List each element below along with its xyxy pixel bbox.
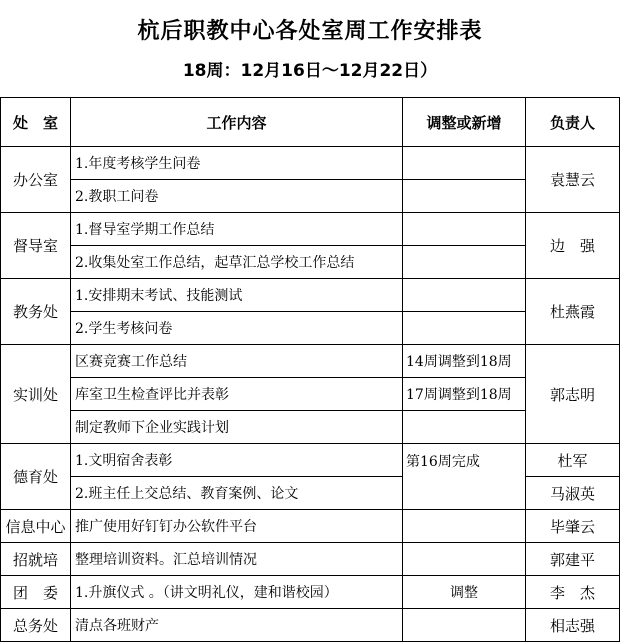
table-row [1,576,620,609]
adjust-cell [403,411,526,444]
table-row [1,510,620,543]
header-dept: 处 室 [1,98,71,147]
adjust-cell [403,510,526,543]
adjust-cell: 14周调整到18周 [403,345,526,378]
owner-cell: 毕肇云 [526,510,620,543]
adjust-cell [403,180,526,213]
table-row [1,477,620,510]
header-adjust: 调整或新增 [403,98,526,147]
task-cell: 1.年度考核学生问卷 [71,147,403,180]
dept-cell: 实训处 [1,345,71,444]
adjust-cell: 17周调整到18周 [403,378,526,411]
task-cell: 2.班主任上交总结、教育案例、论文 [71,477,403,510]
adjust-cell: 调整 [403,576,526,609]
task-cell: 整理培训资料。汇总培训情况 [71,543,403,576]
dept-cell: 总务处 [1,609,71,642]
task-cell: 1.安排期末考试、技能测试 [71,279,403,312]
adjust-cell [403,213,526,246]
adjust-cell [403,312,526,345]
adjust-cell [403,147,526,180]
owner-cell: 李 杰 [526,576,620,609]
task-cell: 制定教师下企业实践计划 [71,411,403,444]
task-cell: 区赛竞赛工作总结 [71,345,403,378]
adjust-cell: 第16周完成 [403,444,526,510]
dept-cell: 信息中心 [1,510,71,543]
dept-cell: 德育处 [1,444,71,510]
task-cell: 库室卫生检查评比并表彰 [71,378,403,411]
table-row [1,609,620,642]
task-cell: 推广使用好钉钉办公软件平台 [71,510,403,543]
owner-cell: 边 强 [526,213,620,279]
dept-cell: 团 委 [1,576,71,609]
week-range-subtitle: 18周：12月16日～12月22日） [182,61,438,81]
header-row [1,98,620,147]
dept-cell: 教务处 [1,279,71,345]
adjust-cell [403,246,526,279]
page-title: 杭后职教中心各处室周工作安排表 [137,19,483,44]
title-area [0,0,620,97]
owner-cell: 袁慧云 [526,147,620,213]
adjust-cell [403,279,526,312]
owner-cell: 杜军 [526,444,620,477]
adjust-cell [403,609,526,642]
task-cell: 1.文明宿舍表彰 [71,444,403,477]
task-cell: 1.督导室学期工作总结 [71,213,403,246]
header-owner: 负责人 [526,98,620,147]
table-row [1,543,620,576]
owner-cell: 杜燕霞 [526,279,620,345]
task-cell: 2.收集处室工作总结，起草汇总学校工作总结 [71,246,403,279]
header-content: 工作内容 [71,98,403,147]
task-cell: 清点各班财产 [71,609,403,642]
task-cell: 2.学生考核问卷 [71,312,403,345]
table-row [1,444,620,477]
owner-cell: 郭建平 [526,543,620,576]
owner-cell: 郭志明 [526,345,620,444]
owner-cell: 马淑英 [526,477,620,510]
owner-cell: 相志强 [526,609,620,642]
task-cell: 2.教职工问卷 [71,180,403,213]
schedule-table [0,97,620,642]
table-row [1,213,620,246]
table-row [1,279,620,312]
task-cell: 1.升旗仪式 。（讲文明礼仪，建和谐校园） [71,576,403,609]
dept-cell: 督导室 [1,213,71,279]
adjust-cell [403,543,526,576]
dept-cell: 办公室 [1,147,71,213]
table-row [1,147,620,180]
dept-cell: 招就培 [1,543,71,576]
table-row [1,345,620,378]
